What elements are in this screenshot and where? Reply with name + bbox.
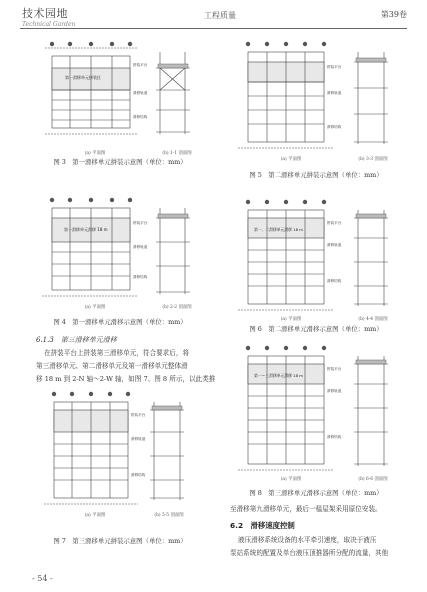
- journal-title: 技术园地: [22, 7, 68, 20]
- figure-7: [34, 388, 204, 516]
- s62-line-1: 液压滑移系统设备的水平牵引速度，取决于液压: [238, 536, 377, 544]
- fig7-sub-b: (b) 5-5 剖面图: [154, 513, 184, 518]
- figure-6-drawing: [226, 196, 406, 320]
- para-line-1: 在拼装平台上拼装第三滑移单元，符合要求后，将: [44, 349, 190, 357]
- fig4-sub-b: (b) 2-2 剖面图: [162, 305, 192, 310]
- fig8-sub-b: (b) 6-6 剖面图: [358, 477, 388, 482]
- fig7-platform-label: 拼装平台: [131, 413, 146, 417]
- figure-7-caption: 图 7 第三滑移单元拼装示意图（单位：mm）: [53, 537, 187, 545]
- fig4-track-label: 滑移轨道: [133, 245, 148, 249]
- figure-8-drawing: [226, 342, 406, 480]
- fig6-sub-b: (b) 4-4 剖面图: [358, 317, 388, 322]
- fig7-structure-label: 滑移结构: [131, 473, 146, 477]
- fig4-platform-label: 拼装平台: [133, 221, 148, 225]
- fig4-sub-a: (a) 平面图: [84, 305, 106, 310]
- fig3-platform-label: 拼装平台: [133, 63, 148, 67]
- volume-label: 第39卷: [380, 10, 407, 19]
- figure-3: [30, 38, 210, 156]
- figure-3-caption: 图 3 第一滑移单元拼装示意图（单位：mm）: [53, 158, 187, 166]
- continuation-line: 至滑移第九滑移单元，最后一榀屋架采用原位安装。: [230, 505, 382, 513]
- fig7-track-label: 滑移轨道: [131, 437, 146, 441]
- figure-8: [226, 342, 406, 480]
- fig6-track-label: 滑移轨道: [327, 243, 342, 247]
- figure-5-caption: 图 5 第二滑移单元拼装示意图（单位：mm）: [249, 171, 383, 179]
- figure-4: [30, 194, 210, 310]
- section-6-2-heading: 6.2 滑移速度控制: [230, 521, 295, 530]
- fig5-track-label: 滑移轨道: [327, 91, 342, 95]
- fig8-platform-label: 拼装平台: [327, 367, 342, 371]
- figure-5-drawing: [226, 38, 406, 160]
- journal-header: [22, 5, 172, 28]
- section-6-1-3-heading: 6.1.3 第三滑移单元滑移: [36, 336, 117, 344]
- figure-4-caption: 图 4 第一滑移单元滑移示意图（单位：mm）: [53, 318, 187, 326]
- fig5-structure-label: 滑移结构: [327, 125, 342, 129]
- fig4-unit-label: 第一滑移单元滑移 18 m: [64, 227, 108, 232]
- fig7-sub-a: (a) 平面图: [84, 513, 106, 518]
- figure-7-drawing: [34, 388, 204, 516]
- s62-line-2: 泵站系统的配置及单台液压顶推器所分配的流量，其他: [230, 548, 389, 557]
- column-title: 工程质量: [204, 11, 236, 20]
- fig3-track-label: 滑移轨道: [133, 91, 148, 95]
- fig6-platform-label: 拼装平台: [327, 221, 342, 225]
- fig5-sub-a: (a) 平面图: [280, 157, 302, 162]
- fig3-sub-a: (a) 平面图: [84, 151, 106, 156]
- figure-3-drawing: [30, 38, 210, 150]
- para-line-2: 第三滑移单元、第二滑移单元及第一滑移单元整体滑: [36, 361, 188, 370]
- fig3-unit-label: 第一滑移单元拼装区: [65, 75, 101, 80]
- fig6-sub-a: (a) 平面图: [280, 317, 302, 322]
- section-6-1-3-paragraph: [36, 347, 216, 385]
- journal-title-en: Technical Garden: [22, 21, 76, 28]
- fig8-track-label: 滑移轨道: [327, 389, 342, 393]
- fig6-structure-label: 滑移结构: [327, 279, 342, 283]
- page-number: - 54 -: [32, 574, 53, 583]
- figure-6: [226, 196, 406, 320]
- fig8-sub-a: (a) 平面图: [280, 477, 302, 482]
- fig6-unit-label: 第一、二滑移单元滑移 18 m: [254, 227, 303, 232]
- figure-6-caption: 图 6 第二滑移单元滑移示意图（单位：mm）: [249, 325, 383, 333]
- fig5-sub-b: (b) 3-3 剖面图: [358, 157, 388, 162]
- fig3-sub-b: (b) 1-1 剖面图: [162, 151, 192, 156]
- figure-4-drawing: [30, 194, 210, 310]
- fig3-structure-label: 滑移结构: [133, 115, 148, 119]
- header-divider: [20, 28, 407, 29]
- fig8-unit-label: 第一～三滑移单元滑移 18 m: [254, 373, 303, 378]
- section-6-2-paragraph: [230, 534, 410, 560]
- para-line-3: 移 18 m 到 2-N 轴～2-W 轴，如图 7、图 8 所示，以此类推: [36, 374, 216, 383]
- fig5-platform-label: 拼装平台: [327, 65, 342, 69]
- figure-8-caption: 图 8 第三滑移单元滑移示意图（单位：mm）: [249, 489, 383, 497]
- fig4-structure-label: 滑移结构: [133, 275, 148, 279]
- figure-5: [226, 38, 406, 160]
- fig8-structure-label: 滑移结构: [327, 435, 342, 439]
